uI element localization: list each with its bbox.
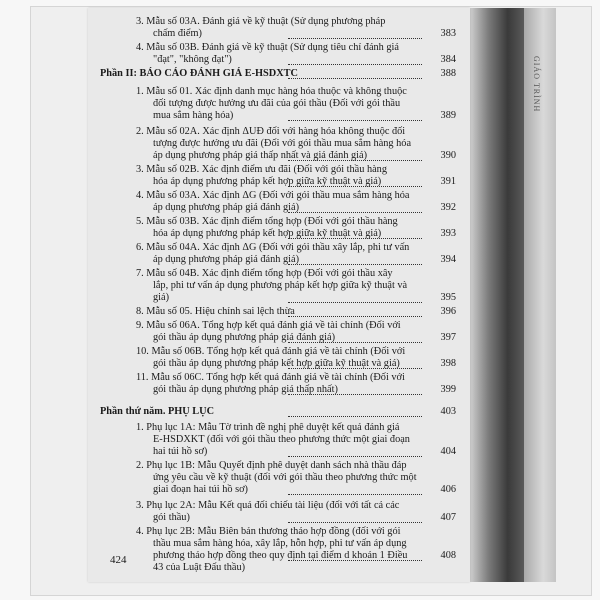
toc-line: 8. Mẫu số 05. Hiệu chỉnh sai lệch thừa xyxy=(136,306,295,317)
toc-line: giai đoạn hai túi hồ sơ) xyxy=(153,484,248,495)
toc-line: 6. Mẫu số 04A. Xác định ΔG (Đối với gói thầu xây lắp, phi tư vấn xyxy=(136,242,410,253)
toc-page-number: 383 xyxy=(440,28,456,39)
toc-line: hóa áp dụng phương pháp kết hợp giữa kỹ thuật và giá) xyxy=(153,228,382,239)
toc-line: 3. Mẫu số 03A. Đánh giá về kỹ thuật (Sử dụng phương pháp xyxy=(136,16,386,27)
toc-page-number: 399 xyxy=(440,384,456,395)
toc-line: đối tượng được hưởng ưu đãi của gói thầu (Đối với gói thầu xyxy=(153,98,401,109)
toc-section-heading: Phần thứ năm. PHỤ LỤC xyxy=(100,406,215,417)
toc-line: 2. Phụ lục 1B: Mẫu Quyết định phê duyệt danh sách nhà thầu đáp xyxy=(136,460,407,471)
toc-leader-dots xyxy=(288,456,422,457)
toc-line: tượng được hưởng ưu đãi (Đối với gói thầu mua sắm hàng hóa xyxy=(153,138,412,149)
toc-line: 9. Mẫu số 06A. Tổng hợp kết quả đánh giá về tài chính (Đối với xyxy=(136,320,401,331)
toc-line: áp dụng phương pháp giá thấp nhất và giá đánh giá) xyxy=(153,150,368,161)
toc-line: 3. Phụ lục 2A: Mẫu Kết quả đối chiếu tài liệu (đối với tất cả các xyxy=(136,500,400,511)
toc-page-number: 389 xyxy=(440,110,456,121)
toc-line: mua sắm hàng hóa) xyxy=(153,110,234,121)
toc-line: "đạt", "không đạt") xyxy=(153,54,232,65)
toc-line: 4. Mẫu số 03B. Đánh giá về kỹ thuật (Sử dụng tiêu chí đánh giá xyxy=(136,42,399,53)
toc-line: 3. Mẫu số 02B. Xác định điểm ưu đãi (Đối với gói thầu hàng xyxy=(136,164,387,175)
toc-line: 11. Mẫu số 06C. Tổng hợp kết quả đánh giá về tài chính (Đối với xyxy=(136,372,405,383)
toc-leader-dots xyxy=(288,78,422,79)
toc-line: 7. Mẫu số 04B. Xác định điểm tổng hợp (Đối với gói thầu xây xyxy=(136,268,393,279)
toc-leader-dots xyxy=(288,238,422,239)
toc-line: chấm điểm) xyxy=(153,28,202,39)
toc-line: gói thầu) xyxy=(153,512,190,523)
toc-page-number: 397 xyxy=(440,332,456,343)
table-of-contents xyxy=(88,8,470,582)
toc-page-number: 406 xyxy=(440,484,456,495)
toc-leader-dots xyxy=(288,120,422,121)
toc-line: E-HSDXKT (đối với gói thầu theo phương thức một giai đoạn xyxy=(153,434,410,445)
toc-leader-dots xyxy=(288,264,422,265)
book-spine xyxy=(470,8,524,582)
toc-leader-dots xyxy=(288,522,422,523)
toc-page-number: 390 xyxy=(440,150,456,161)
toc-line: 4. Mẫu số 03A. Xác định ΔG (Đối với gói thầu mua sắm hàng hóa xyxy=(136,190,410,201)
toc-leader-dots xyxy=(288,212,422,213)
toc-page-number: 396 xyxy=(440,306,456,317)
toc-line: 10. Mẫu số 06B. Tổng hợp kết quả đánh giá về tài chính (Đối với xyxy=(136,346,406,357)
toc-page-number: 407 xyxy=(440,512,456,523)
toc-leader-dots xyxy=(288,316,422,317)
toc-leader-dots xyxy=(288,302,422,303)
toc-line: thầu mua sắm hàng hóa, xây lắp, hỗn hợp, phi tư vấn áp dụng xyxy=(153,538,407,549)
toc-page-number: 388 xyxy=(440,68,456,79)
toc-line: ứng yêu cầu về kỹ thuật (đối với gói thầu theo phương thức một xyxy=(153,472,417,483)
toc-leader-dots xyxy=(288,342,422,343)
toc-line: gói thầu áp dụng phương pháp giá thấp nhất) xyxy=(153,384,338,395)
toc-line: 1. Mẫu số 01. Xác định danh mục hàng hóa thuộc và không thuộc xyxy=(136,86,407,97)
toc-line: áp dụng phương pháp giá đánh giá) xyxy=(153,202,299,213)
toc-line: lắp, phi tư vấn áp dụng phương pháp kết hợp giữa kỹ thuật và xyxy=(153,280,408,291)
toc-page-number: 398 xyxy=(440,358,456,369)
toc-line: 43 của Luật Đấu thầu) xyxy=(153,562,246,573)
toc-line: 5. Mẫu số 03B. Xác định điểm tổng hợp (Đối với gói thầu hàng xyxy=(136,216,398,227)
toc-line: hai túi hồ sơ) xyxy=(153,446,208,457)
toc-line: 2. Mẫu số 02A. Xác định ΔUĐ đối với hàng hóa không thuộc đối xyxy=(136,126,406,137)
toc-leader-dots xyxy=(288,416,422,417)
toc-page-number: 394 xyxy=(440,254,456,265)
toc-line: giá) xyxy=(153,292,170,303)
book-page xyxy=(88,8,470,582)
toc-leader-dots xyxy=(288,560,422,561)
toc-line: 4. Phụ lục 2B: Mẫu Biên bản thương thảo hợp đồng (đối với gói xyxy=(136,526,401,537)
toc-leader-dots xyxy=(288,368,422,369)
toc-leader-dots xyxy=(288,160,422,161)
toc-leader-dots xyxy=(288,494,422,495)
toc-page-number: 392 xyxy=(440,202,456,213)
toc-line: 1. Phụ lục 1A: Mẫu Tờ trình đề nghị phê duyệt kết quả đánh giá xyxy=(136,422,400,433)
toc-page-number: 403 xyxy=(440,406,456,417)
toc-page-number: 404 xyxy=(440,446,456,457)
toc-leader-dots xyxy=(288,38,422,39)
toc-leader-dots xyxy=(288,186,422,187)
toc-page-number: 384 xyxy=(440,54,456,65)
toc-page-number: 408 xyxy=(440,550,456,561)
toc-line: gói thầu áp dụng phương pháp giá đánh giá) xyxy=(153,332,336,343)
toc-leader-dots xyxy=(288,64,422,65)
toc-section-heading: Phần II: BÁO CÁO ĐÁNH GIÁ E-HSDXTC xyxy=(100,68,298,79)
toc-line: hóa áp dụng phương pháp kết hợp giữa kỹ thuật và giá) xyxy=(153,176,382,187)
toc-page-number: 395 xyxy=(440,292,456,303)
toc-line: gói thầu áp dụng phương pháp kết hợp giữa kỹ thuật và giá) xyxy=(153,358,400,369)
toc-page-number: 391 xyxy=(440,176,456,187)
cover-text: GIÁO TRÌNH xyxy=(532,56,541,113)
toc-line: áp dụng phương pháp giá đánh giá) xyxy=(153,254,299,265)
toc-line: phương thảo hợp đồng theo quy định tại điểm d khoản 1 Điều xyxy=(153,550,408,561)
toc-page-number: 393 xyxy=(440,228,456,239)
page-number: 424 xyxy=(110,554,127,566)
toc-leader-dots xyxy=(288,394,422,395)
